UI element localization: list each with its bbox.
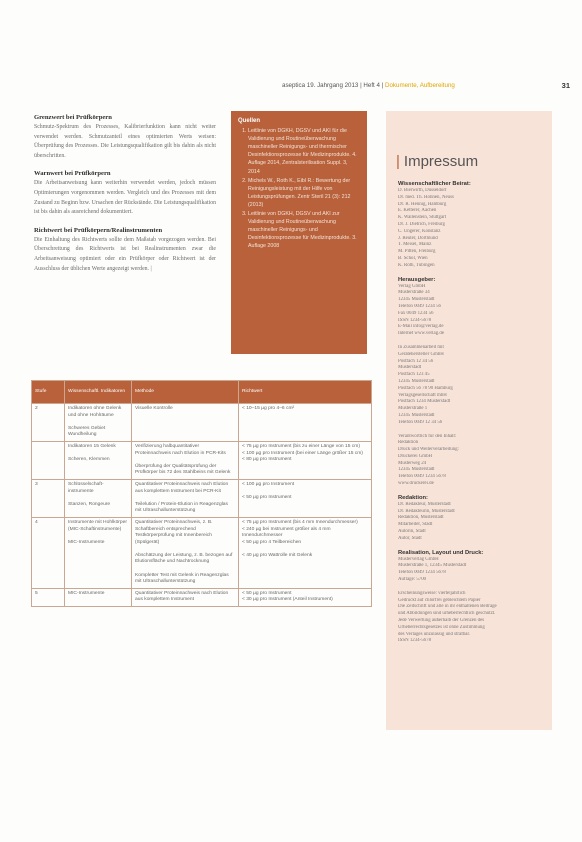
- impressum-line: 12345 Musterstadt: [398, 297, 435, 303]
- impressum-line: www.druckerei.de: [398, 481, 434, 487]
- impressum-line: 12345 Musterstadt: [398, 378, 435, 384]
- cell-methode: [132, 404, 239, 442]
- impressum-line: J. Reuter, Dortmund: [398, 235, 438, 241]
- impressum-line: Druck und Weiterverarbeitung:: [398, 447, 459, 453]
- cell-text: [135, 495, 235, 502]
- cell-stufe: 4: [32, 517, 65, 588]
- cell-text: [68, 419, 128, 426]
- cell-text: [68, 533, 128, 540]
- impressum-section: [398, 181, 540, 270]
- impressum-line: Mitarbeiter, Stadt: [398, 522, 433, 528]
- impressum-line: Musterstraße 34: [398, 290, 430, 296]
- cell-text: < 30 µg pro Instrument (Anteil Instrument): [242, 597, 333, 603]
- cell-richtwert: [239, 404, 372, 442]
- impressum-line: Telefon 0049 12 34 56: [398, 419, 443, 425]
- sources-title: Quellen: [238, 118, 261, 124]
- impressum-section: [398, 495, 540, 543]
- table-row: [32, 404, 372, 442]
- cell-text: MIC-Instrumente: [68, 590, 105, 596]
- cell-text: < 50 µg pro 4 Teilbereichen: [242, 539, 302, 545]
- cell-text: [68, 495, 128, 502]
- impressum-line: ISSN 1234-5678: [398, 638, 432, 644]
- source-item: 2. Michels W., Roth K., Eibl R.: Bewertung der Reinigungsleistung mit der Hilfe von Leistungsprüfungen. Zentr Steril 21 (3): 212 (2013): [248, 177, 360, 209]
- cell-text: Indikatoren 15 Gelenk: [68, 443, 116, 449]
- impressum-line: Telefon 0049 1234 56: [398, 303, 441, 309]
- cell-text: Überprüfung der Qualitätsprüfung der Prüfkörper bis 72 des Stahlbeins mit Gelenk: [135, 463, 231, 476]
- cell-text: MIC-Instrumente: [68, 539, 105, 545]
- cell-text: < 10–15 µg pro 4–6 cm²: [242, 406, 295, 411]
- impressum-line: Erscheinungsweise: vierteljährlich: [398, 590, 466, 596]
- cell-stufe: 2: [32, 404, 65, 442]
- impressum-heading: Herausgeber:: [398, 276, 436, 283]
- impressum-section: [398, 591, 540, 645]
- col-header-indikatoren: Wissenschaftl. Indikatoren: [65, 381, 132, 404]
- impressum-line: Dr. Redakteurin, Musterstadt: [398, 508, 455, 514]
- impressum-line: Gedruckt auf chlorfrei gebleichtem Papier: [398, 597, 481, 603]
- impressum-line: Druckerei GmbH: [398, 453, 433, 459]
- section-heading: Richtwert bei Prüfkörpern/Realinstrumenten: [34, 226, 163, 234]
- impressum-line: M. Pitten, Freiburg: [398, 249, 436, 255]
- cell-text: [135, 457, 235, 464]
- cell-text: Instrumente mit Hohlkörper (MIC-Schaftinstrumente): [68, 519, 127, 532]
- impressum-title: | Impressum: [396, 153, 479, 170]
- cell-indikatoren: [65, 588, 132, 606]
- cell-stufe: 5: [32, 588, 65, 606]
- impressum-line: K. Roth, Tübingen: [398, 262, 435, 268]
- cell-methode: [132, 588, 239, 606]
- cell-text: Scheren, Klemmen: [68, 457, 110, 463]
- col-header-richtwert: Richtwert: [239, 381, 372, 404]
- impressum-line: Redaktion: [398, 440, 419, 446]
- cell-stufe: 3: [32, 479, 65, 517]
- impressum-line: Jede Verwertung außerhalb der Grenzen des: [398, 618, 485, 624]
- page-number: 31: [561, 81, 570, 90]
- impressum-section: [398, 345, 540, 427]
- cell-text: < 50 µg pro Instrument: [242, 590, 292, 596]
- impressum-body: [398, 181, 540, 652]
- cell-text: Schlüsselschaft-instrumente: [68, 481, 104, 494]
- impressum-line: Urheberrechtsgesetzes ist ohne Zustimmung: [398, 624, 485, 630]
- title-bar-mark: |: [396, 153, 400, 170]
- cell-text: Teilelution / Protein-Elution in Reagenzglas mit Ultraschallunterstützung: [135, 501, 228, 514]
- impressum-line: C. Ungerer, Konstanz: [398, 228, 441, 234]
- impressum-line: Verlagsgesellschaft mbH: [398, 392, 447, 398]
- impressum-line: 12345 Musterstadt: [398, 412, 435, 418]
- impressum-line: Verlag GmbH: [398, 283, 426, 289]
- cell-methode: [132, 479, 239, 517]
- section-paragraph: Schmutz-Spektrum des Prozesses, Kalibrierfunktion kann nicht weiter verwendet werden. Schmutzanteil eines optimierten Werts weisen: Überprüfung des Prozesses. Die Leistungsqualifikation gilt bis dahin als nicht überschritten.: [34, 124, 216, 159]
- cell-indikatoren: [65, 404, 132, 442]
- impressum-line: K. Wallenstein, Stuttgart: [398, 215, 447, 221]
- cell-text: < 40 µg pro Wattrolle mit Gelenk: [242, 552, 313, 558]
- cell-text: Quantitativer Proteinnachweis nach Elution aus komplettem Instrument bei PCR-Kit: [135, 481, 229, 494]
- table-row: [32, 588, 372, 606]
- impressum-line: Telefon 0049 1234 5678: [398, 474, 446, 480]
- impressum-heading: Realisation, Layout und Druck:: [398, 549, 484, 556]
- impressum-section: [398, 550, 540, 584]
- cell-text: < 100 µg pro Instrument: [242, 481, 295, 487]
- impressum-line: und Abbildungen sind urheberrechtlich geschützt.: [398, 611, 496, 617]
- impressum-heading: Redaktion:: [398, 494, 428, 501]
- cell-text: < 80 µg pro Instrument: [242, 457, 292, 463]
- cell-methode: [132, 441, 239, 479]
- table-row: [32, 479, 372, 517]
- impressum-line: Musterstraße 1, 12345 Musterstadt: [398, 563, 467, 569]
- impressum-line: T. Meisel, Mainz: [398, 242, 432, 248]
- source-item: 3. Leitlinie von DGKH, DGSV und AKI zur Validierung und Routineüberwachung maschineller Reinigungs- und Desinfektionsprozesse für Medizinprodukte. 3. Auflage 2008: [248, 210, 360, 250]
- impressum-line: Internet www.verlag.de: [398, 331, 444, 337]
- sources-box: [231, 111, 367, 354]
- cell-text: Kompletter Test mit Gelenk in Reagenzglas mit Ultraschallunterstützung: [135, 572, 229, 585]
- cell-text: Stanzen, Rongeure: [68, 501, 111, 507]
- cell-text: [135, 566, 235, 573]
- impressum-line: Autorin, Stadt: [398, 529, 426, 535]
- cell-text: Verifizierung halbquantitativer Proteinnachweis nach Elution in PCR-Kits: [135, 443, 226, 456]
- impressum-line: Musterstadt: [398, 365, 422, 371]
- impressum-line: 12345 Musterstadt: [398, 467, 435, 473]
- cell-text: Indikatoren ohne Gelenk und ohne Hohlräume: [68, 406, 122, 418]
- cell-text: Quantitativer Proteinnachweis, z. B. Schaftbereich entsprechend Testkörperprüfung mit Innenbereich (Spülgerät): [135, 519, 213, 545]
- impressum-line: E. Ketterer, Aachen: [398, 208, 437, 214]
- impressum-line: Fax 0049 1234 56: [398, 310, 434, 316]
- cell-text: [135, 546, 235, 553]
- impressum-line: Autor, Stadt: [398, 535, 422, 541]
- impressum-line: Die Zeitschrift und alle in ihr enthaltenen Beiträge: [398, 604, 497, 610]
- richtwert-table: [31, 380, 372, 607]
- cell-text: Quantitativer Proteinnachweis nach Elution aus komplettem Instrument: [135, 590, 229, 603]
- cell-indikatoren: [65, 517, 132, 588]
- impressum-line: Postfach 56 78 90 Hamburg: [398, 385, 453, 391]
- sources-list: [238, 127, 360, 250]
- cell-text: [242, 546, 368, 553]
- impressum-line: Dr. J. Dietrich, Freiburg: [398, 221, 445, 227]
- impressum-section: [398, 277, 540, 338]
- impressum-line: In Zusammenarbeit mit: [398, 344, 444, 350]
- cell-text: < 100 µg pro Instrument (bei einer Länge größer 15 cm): [242, 450, 363, 456]
- impressum-line: Dr. med. Th. Hohnen, Neuss: [398, 194, 454, 200]
- cell-text: < 240 µg bei Instrument größer als 4 mm Innendurchmesser: [242, 526, 331, 539]
- cell-indikatoren: [65, 441, 132, 479]
- cell-richtwert: [239, 588, 372, 606]
- impressum-line: Musterweg 24: [398, 460, 427, 466]
- table-body: [32, 404, 372, 607]
- impressum-line: D. Bierwirth, Düsseldorf: [398, 188, 447, 193]
- impressum-line: Dr. R. Hennig, Hamburg: [398, 201, 447, 207]
- section-paragraph: Die Arbeitsanweisung kann weiterhin verwendet werden, jedoch müssen Optimierungen vorgenommen werden. Vergleich und des Prozesses mit dem Zustand zu Beginn bzw. Ursachen der Rückstände. Die Leistungsqualifikation ist bis dahin als ausreichend dokumentiert.: [34, 180, 216, 216]
- impressum-line: Redaktion, Musterstadt: [398, 515, 444, 521]
- impressum-line: des Verlages unzulässig und strafbar.: [398, 631, 471, 637]
- journal-info: aseptica 19. Jahrgang 2013 | Heft 4 |: [282, 82, 384, 89]
- impressum-sidebar: [386, 111, 552, 730]
- cell-text: Abschätzung der Leistung, z. B. bezogen auf Elutionsfläche und Nachtrocknung: [135, 552, 233, 565]
- impressum-line: Telefon 0049 1234 5678: [398, 570, 446, 576]
- impressum-line: Postfach 123 45: [398, 372, 430, 378]
- impressum-section: [398, 434, 540, 488]
- impressum-line: Postfach 12 34 56: [398, 358, 434, 364]
- section-heading: Warnwert bei Prüfkörpern: [34, 170, 111, 178]
- running-header: [282, 82, 570, 89]
- impressum-line: Auflage: 5700: [398, 577, 427, 583]
- table-row: [32, 441, 372, 479]
- cell-text: < 50 µg pro Instrument: [242, 495, 292, 501]
- col-header-stufe: Stufe: [32, 381, 65, 404]
- section-heading: Grenzwert bei Prüfkörpern: [34, 114, 112, 121]
- table-row: [32, 517, 372, 588]
- impressum-line: B. Schol, Wien: [398, 255, 428, 261]
- cell-richtwert: [239, 479, 372, 517]
- cell-richtwert: [239, 517, 372, 588]
- section-paragraph: Die Einhaltung des Richtwerts sollte dem Maßstab vorgezogen werden. Bei Überschreitung des Richtwerts ist bei Realinstrumenten zwar die Arbeitsanweisung optimiert oder ein Prüfkörper oder Richtwert ist der Ausschluss der üblichen Werte angezeigt werden. |: [34, 236, 216, 272]
- source-item: 1. Leitlinie von DGKH, DGSV und AKI für die Validierung und Routineüberwachung maschineller Reinigungs- und thermischer Desinfektionsprozesse für Medizinprodukte. 4. Auflage 2014, Zentralsterilisation Suppl. 3, 2014: [248, 127, 360, 176]
- cell-richtwert: [239, 441, 372, 479]
- cell-text: < 75 µg pro Instrument (bis 4 mm Innendurchmesser): [242, 519, 358, 525]
- cell-text: Visuelle Kontrolle: [135, 406, 173, 411]
- section-name: Dokumente, Aufbereitung: [385, 82, 455, 89]
- cell-methode: [132, 517, 239, 588]
- impressum-line: Musterstraße 1: [398, 406, 428, 412]
- impressum-line: Gerätehersteller GmbH: [398, 351, 444, 357]
- article-text-column: [34, 114, 216, 283]
- impressum-heading: Wissenschaftlicher Beirat:: [398, 181, 471, 187]
- impressum-line: Musterverlag GmbH: [398, 556, 439, 562]
- table-header-row: [32, 381, 372, 404]
- cell-text: Schweres Gebiet Wundheilung: [68, 425, 106, 438]
- impressum-line: Verantwortlich für den Inhalt:: [398, 433, 457, 439]
- impressum-line: E-Mail info@verlag.de: [398, 324, 444, 330]
- cell-text: < 75 µg pro Instrument (bis zu einer Länge von 15 cm): [242, 443, 360, 449]
- impressum-line: ISSN 1234-5678: [398, 317, 432, 323]
- impressum-line: Dr. Redakteur, Musterstadt: [398, 501, 451, 507]
- cell-indikatoren: [65, 479, 132, 517]
- impressum-line: Postfach 1234 Musterstadt: [398, 399, 451, 405]
- cell-stufe: [32, 441, 65, 479]
- col-header-methode: Methode: [132, 381, 239, 404]
